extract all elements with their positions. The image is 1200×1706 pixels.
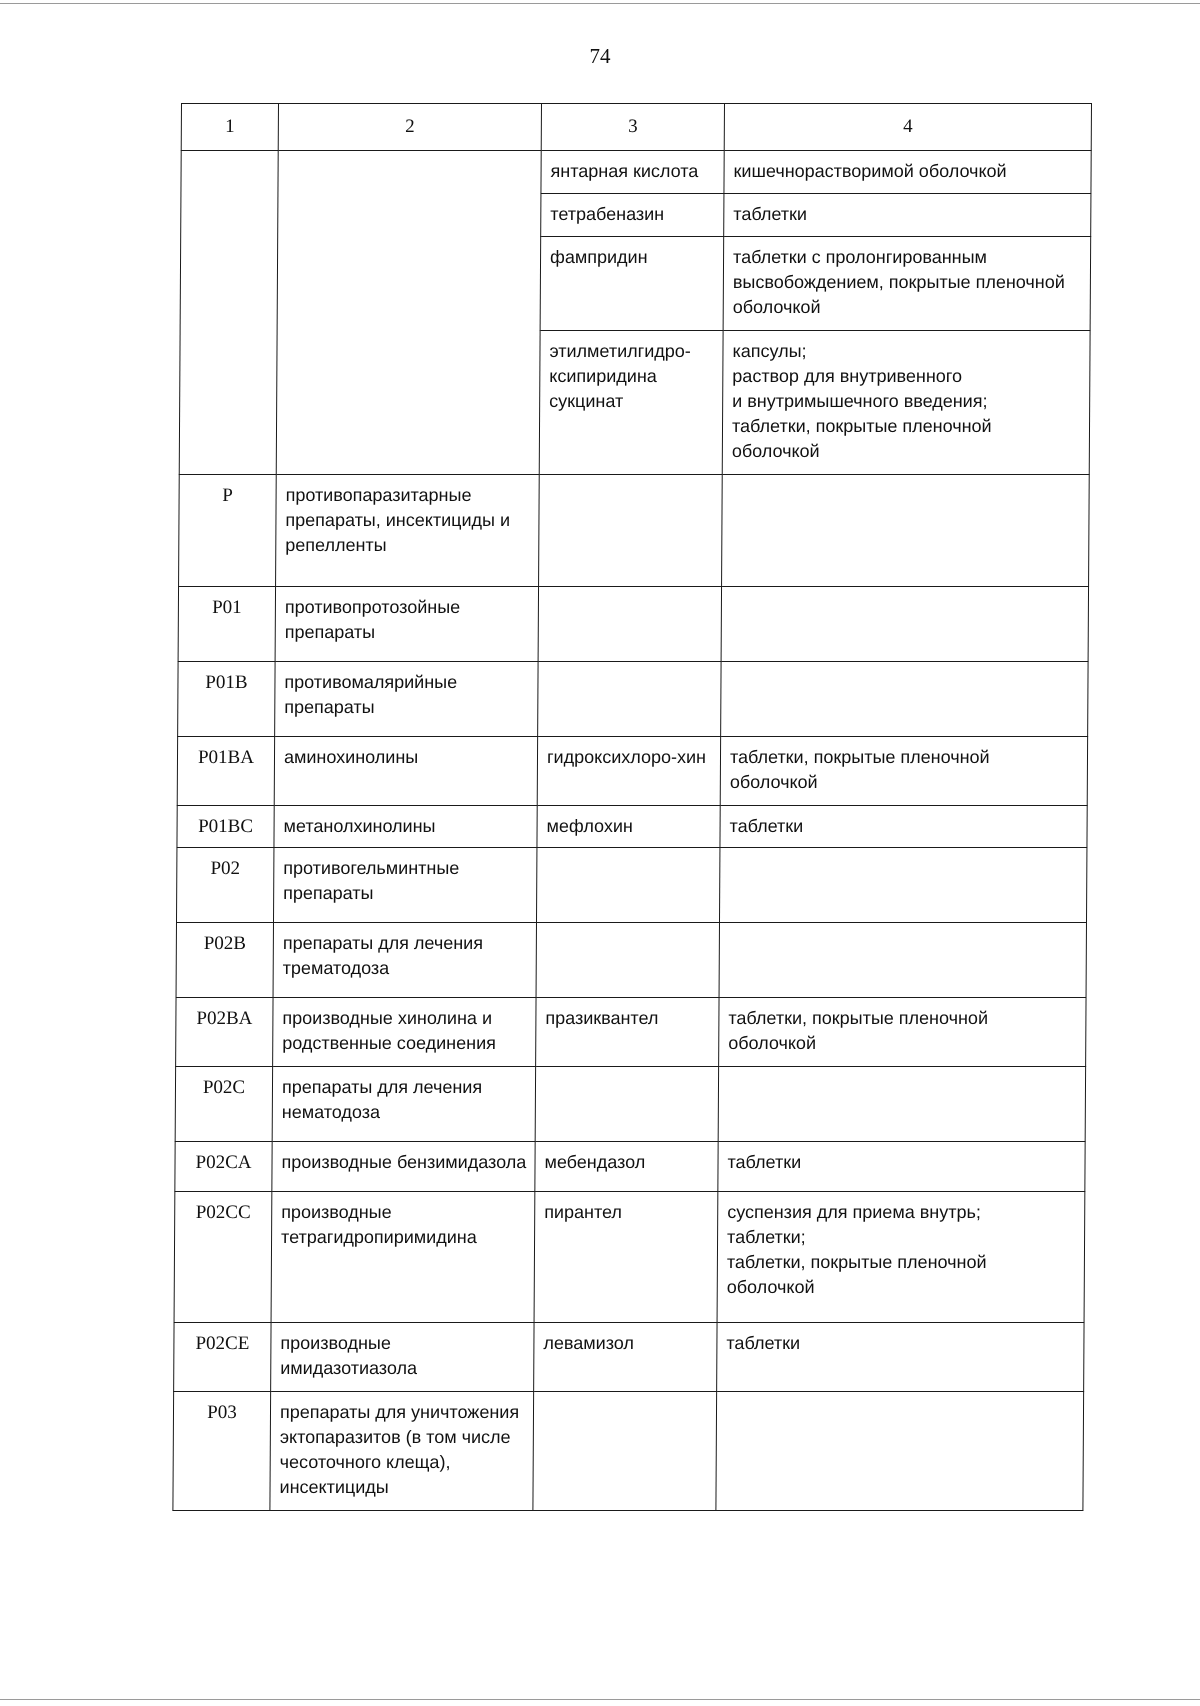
code-cell: P02C [175,1067,272,1142]
form-cell: таблетки [717,1323,1084,1392]
code-cell [179,151,278,475]
group-cell: противомалярийные препараты [275,662,538,737]
table-row [177,737,1087,806]
code-cell: P03 [173,1392,271,1511]
table-row [175,1142,1085,1192]
group-cell: препараты для лечения трематодоза [273,923,536,998]
column-header-1: 1 [181,104,278,151]
name-cell [536,923,719,998]
form-cell [722,475,1090,587]
name-cell: фампридин [540,237,724,331]
form-cell [719,848,1086,923]
table-row [176,848,1086,923]
table-row [173,1392,1084,1511]
name-cell: левамизол [534,1323,717,1392]
page-number: 74 [589,44,611,68]
name-cell: мебендазол [535,1142,718,1192]
form-cell: таблетки [720,806,1087,848]
table-row [176,998,1086,1067]
form-cell: таблетки, покрытые пленочной оболочкой [719,998,1086,1067]
form-cell [718,1067,1085,1142]
table-row [174,1192,1085,1323]
table-row [178,662,1088,737]
code-cell: P [179,475,277,587]
group-cell: препараты для лечения нематодоза [272,1067,535,1142]
group-cell: противопаразитарные препараты, инсектициды и репелленты [276,475,540,587]
group-cell: препараты для уничтожения эктопаразитов (в том числе чесоточного клеща), инсектициды [270,1392,534,1511]
name-cell: гидроксихлоро-хин [537,737,720,806]
table-row [175,1067,1085,1142]
form-cell [716,1392,1084,1511]
name-cell: янтарная кислота [541,151,724,194]
name-cell [538,587,721,662]
form-cell: капсулы; раствор для внутривенного и внутримышечного введения; таблетки, покрытые пленочной оболочкой [722,331,1090,475]
group-cell: противопротозойные препараты [275,587,538,662]
column-header-4: 4 [724,104,1091,151]
form-cell [721,662,1088,737]
name-cell [533,1392,717,1511]
name-cell: тетрабеназин [541,194,724,237]
group-cell: производные бензимидазола [272,1142,535,1192]
table-row [178,587,1088,662]
name-cell [535,1067,718,1142]
group-cell: противогельминтные препараты [273,848,536,923]
name-cell: этилметилгидро-ксипиридина сукцинат [539,331,723,475]
group-cell [276,151,541,475]
code-cell: P01BC [177,806,274,848]
code-cell: P02CE [174,1323,271,1392]
group-cell: производные хинолина и родственные соединения [273,998,536,1067]
table-row [177,806,1087,848]
code-cell: P02BA [176,998,273,1067]
table-row [174,1323,1084,1392]
group-cell: производные тетрагидропиримидина [271,1192,535,1323]
form-cell: таблетки [724,194,1091,237]
code-cell: P01BA [177,737,274,806]
code-cell: P02CC [174,1192,272,1323]
code-cell: P02CA [175,1142,272,1192]
scan-edge-bottom [0,1699,1200,1700]
name-cell [536,848,719,923]
form-cell: таблетки [718,1142,1085,1192]
form-cell [719,923,1086,998]
table-row [179,475,1090,587]
group-cell: метанолхинолины [274,806,537,848]
group-cell: производные имидазотиазола [271,1323,534,1392]
code-cell: P02 [176,848,273,923]
code-cell: P01B [178,662,275,737]
name-cell: мефлохин [537,806,720,848]
form-cell: суспензия для приема внутрь; таблетки; таблетки, покрытые пленочной оболочкой [717,1192,1085,1323]
column-header-3: 3 [541,104,724,151]
scan-edge-top [0,3,1200,4]
column-header-2: 2 [278,104,541,151]
form-cell [721,587,1088,662]
table-body [173,151,1091,1511]
table-header-row [181,104,1091,151]
form-cell: таблетки, покрытые пленочной оболочкой [720,737,1087,806]
name-cell: празиквантел [536,998,719,1067]
form-cell: таблетки с пролонгированным высвобождением, покрытые пленочной оболочкой [723,237,1091,331]
name-cell [539,475,723,587]
form-cell: кишечнорастворимой оболочкой [724,151,1091,194]
table-row [176,923,1086,998]
drug-table [172,103,1092,1511]
name-cell: пирантел [534,1192,718,1323]
group-cell: аминохинолины [274,737,537,806]
table-row [181,151,1091,194]
name-cell [538,662,721,737]
code-cell: P02B [176,923,273,998]
code-cell: P01 [178,587,275,662]
